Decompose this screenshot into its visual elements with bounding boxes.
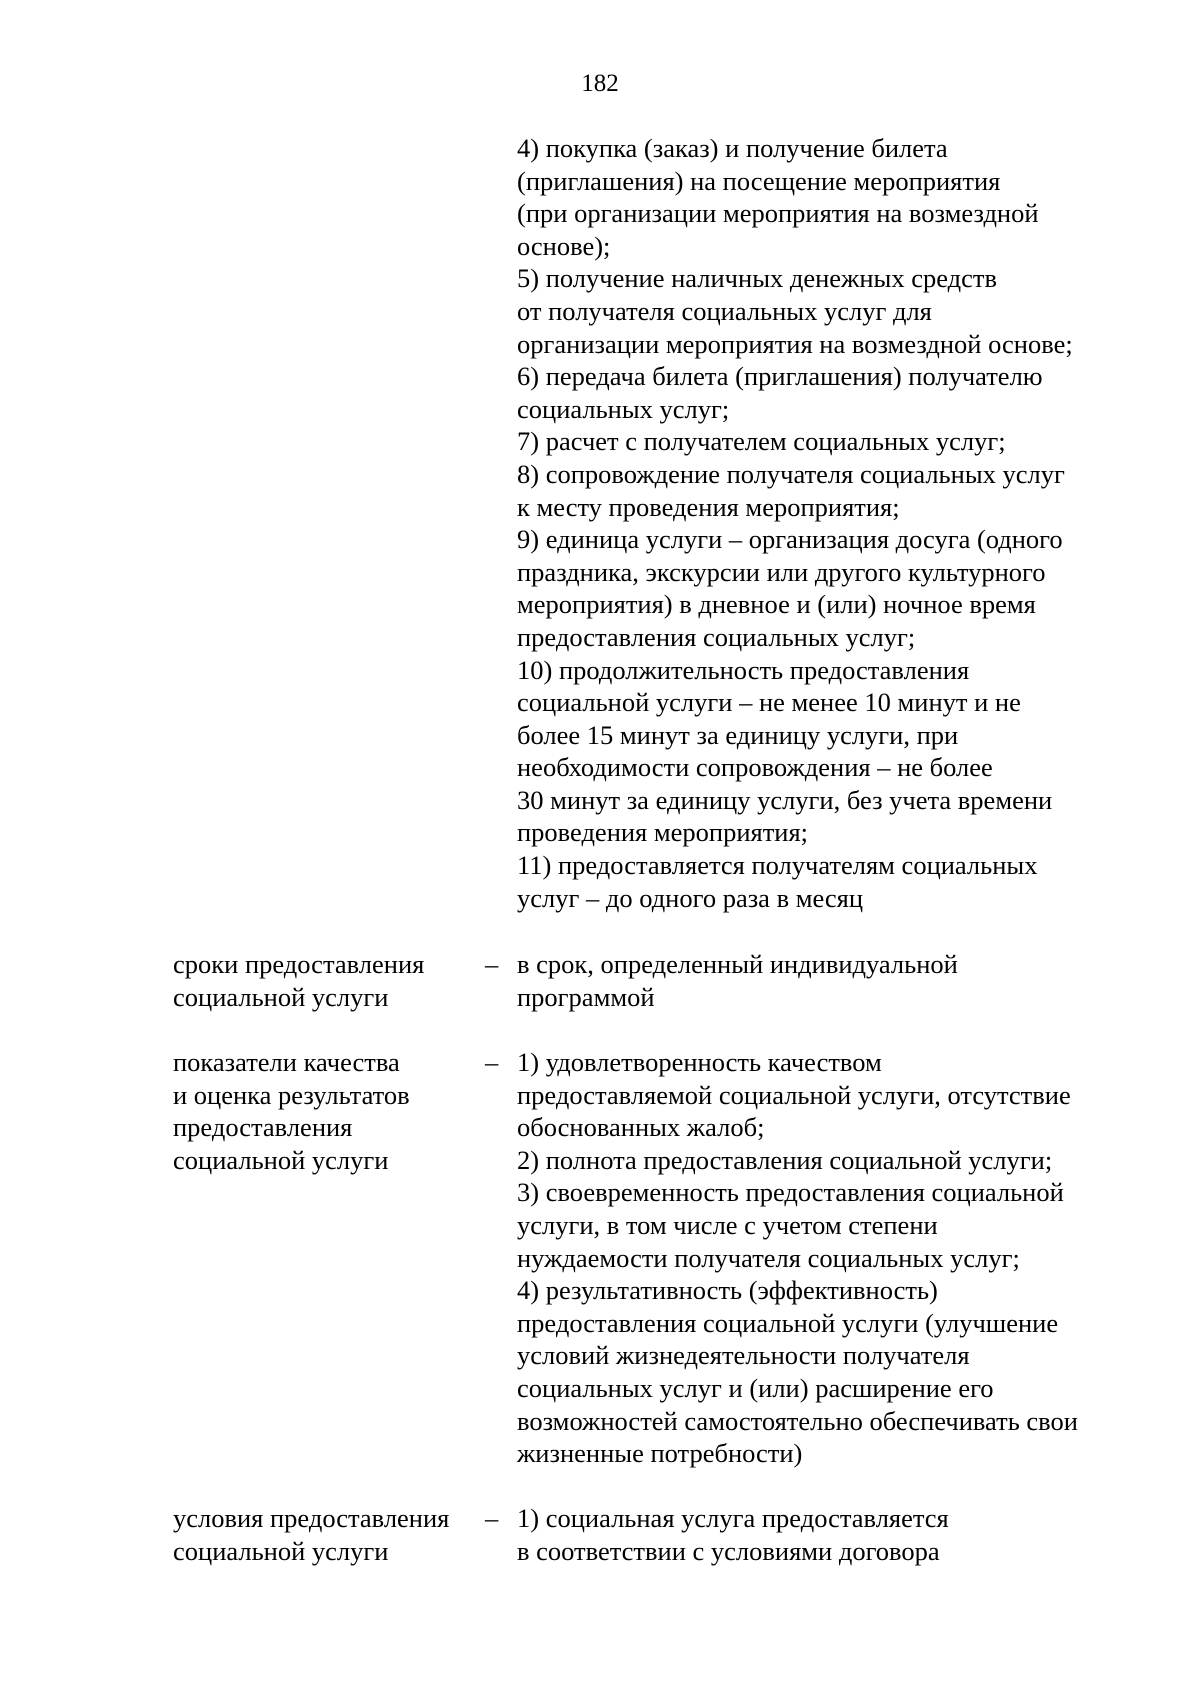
text-line: к месту проведения мероприятия; bbox=[517, 491, 900, 522]
row-label bbox=[173, 1502, 449, 1567]
text-line: услуг – до одного раза в месяц bbox=[517, 882, 864, 913]
value-line: 3) своевременность предоставления социальной bbox=[517, 1177, 1064, 1208]
text-line: мероприятия) в дневное и (или) ночное время bbox=[517, 589, 1036, 620]
text-line: предоставления социальных услуг; bbox=[517, 621, 916, 652]
text-line: 6) передача билета (приглашения) получателю bbox=[517, 361, 1043, 392]
text-line: необходимости сопровождения – не более bbox=[517, 752, 993, 783]
value-line: жизненные потребности) bbox=[517, 1438, 803, 1469]
value-line: предоставляемой социальной услуги, отсутствие bbox=[517, 1079, 1071, 1110]
dash-separator: – bbox=[485, 1503, 499, 1533]
value-line: обоснованных жалоб; bbox=[517, 1112, 765, 1143]
value-line: программой bbox=[517, 981, 655, 1012]
text-line: 9) единица услуги – организация досуга (одного bbox=[517, 524, 1063, 555]
page-number: 182 bbox=[581, 70, 619, 97]
text-line: более 15 минут за единицу услуги, при bbox=[517, 719, 959, 750]
text-line: 8) сопровождение получателя социальных услуг bbox=[517, 458, 1065, 489]
value-line: услуги, в том числе с учетом степени bbox=[517, 1209, 938, 1240]
text-line: проведения мероприятия; bbox=[517, 817, 809, 848]
value-line: возможностей самостоятельно обеспечивать свои bbox=[517, 1405, 1078, 1436]
text-line: социальной услуги – не менее 10 минут и не bbox=[517, 687, 1021, 718]
label-line: сроки предоставления bbox=[173, 949, 425, 979]
continuation-block bbox=[517, 132, 1073, 914]
value-line: нуждаемости получателя социальных услуг; bbox=[517, 1242, 1020, 1273]
label-line: и оценка результатов bbox=[173, 1079, 410, 1110]
row-value bbox=[517, 948, 958, 1013]
text-line: 11) предоставляется получателям социальных bbox=[517, 850, 1038, 881]
value-line: в соответствии с условиями договора bbox=[517, 1535, 940, 1566]
dash-separator: – bbox=[485, 949, 499, 979]
value-line: условий жизнедеятельности получателя bbox=[517, 1340, 970, 1371]
value-line: 2) полнота предоставления социальной услуги; bbox=[517, 1144, 1053, 1175]
label-line: предоставления bbox=[173, 1112, 353, 1143]
text-line: 10) продолжительность предоставления bbox=[517, 654, 970, 685]
value-line: 1) социальная услуга предоставляется bbox=[517, 1503, 949, 1533]
row-value bbox=[517, 1046, 1078, 1470]
value-line: 1) удовлетворенность качеством bbox=[517, 1047, 882, 1077]
text-line: 7) расчет с получателем социальных услуг; bbox=[517, 426, 1006, 457]
text-line: (при организации мероприятия на возмездной bbox=[517, 198, 1039, 229]
value-line: в срок, определенный индивидуальной bbox=[517, 949, 958, 979]
text-line: праздника, экскурсии или другого культурного bbox=[517, 556, 1046, 587]
text-line: основе); bbox=[517, 230, 611, 261]
text-line: от получателя социальных услуг для bbox=[517, 295, 932, 326]
label-line: условия предоставления bbox=[173, 1503, 450, 1533]
text-line: 5) получение наличных денежных средств bbox=[517, 263, 997, 294]
value-line: социальных услуг и (или) расширение его bbox=[517, 1372, 994, 1403]
row-value bbox=[517, 1502, 949, 1567]
text-line: социальных услуг; bbox=[517, 393, 730, 424]
label-line: социальной услуги bbox=[173, 1535, 389, 1566]
value-line: 4) результативность (эффективность) bbox=[517, 1275, 938, 1306]
label-line: социальной услуги bbox=[173, 1144, 389, 1175]
row-label bbox=[173, 948, 424, 1013]
text-line: организации мероприятия на возмездной основе; bbox=[517, 328, 1073, 359]
text-line: 4) покупка (заказ) и получение билета bbox=[517, 133, 948, 163]
label-line: социальной услуги bbox=[173, 981, 389, 1012]
text-line: 30 минут за единицу услуги, без учета времени bbox=[517, 784, 1053, 815]
value-line: предоставления социальной услуги (улучшение bbox=[517, 1307, 1059, 1338]
dash-separator: – bbox=[485, 1047, 499, 1077]
label-line: показатели качества bbox=[173, 1047, 400, 1077]
row-label bbox=[173, 1046, 410, 1176]
text-line: (приглашения) на посещение мероприятия bbox=[517, 165, 1001, 196]
